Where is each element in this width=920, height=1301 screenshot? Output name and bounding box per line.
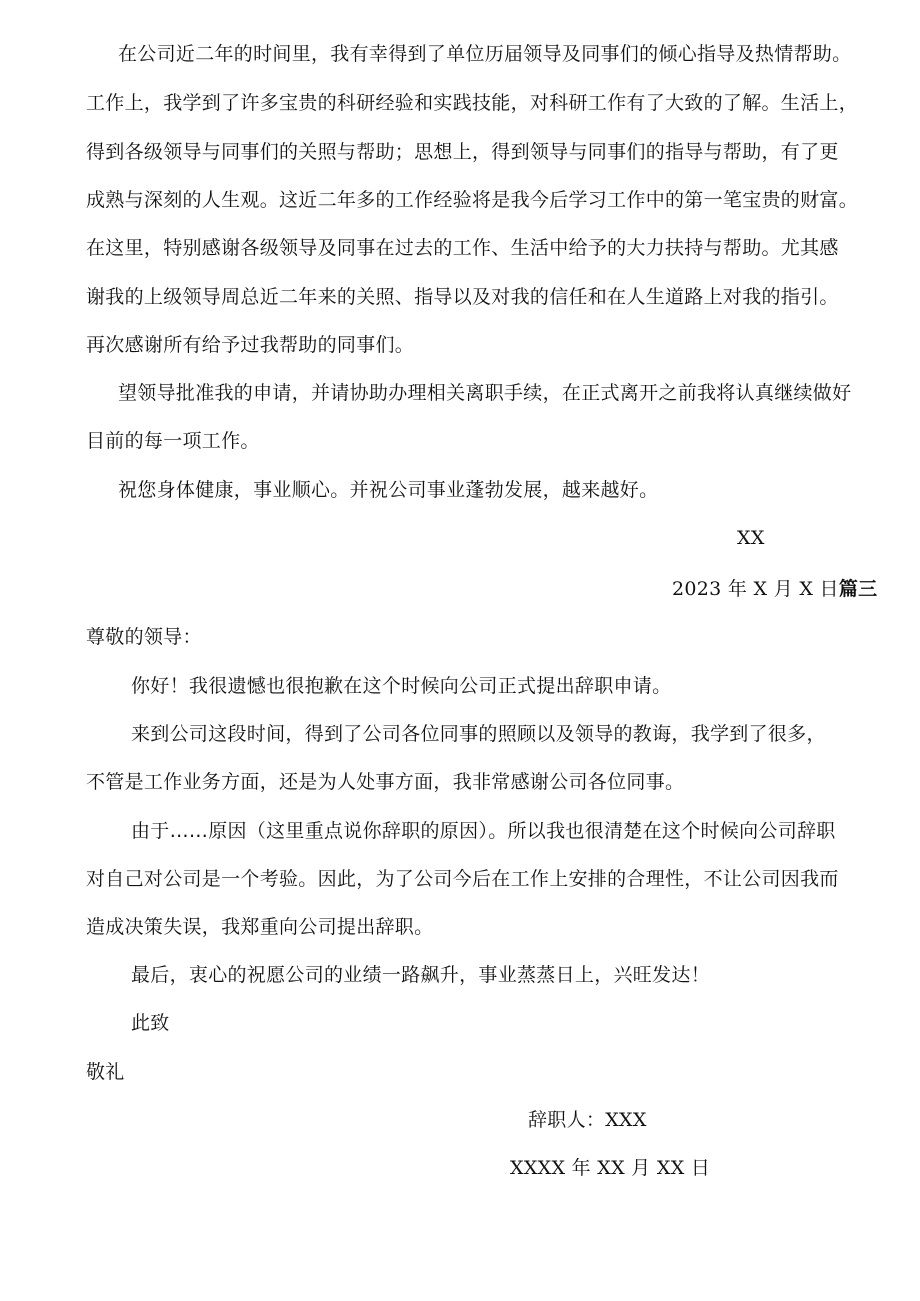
letter-date: 2023 年 X 月 X 日 [672,578,839,600]
greeting: 你好！我很遗憾也很抱歉在这个时候向公司正式提出辞职申请。 [131,675,672,697]
paragraph-line: 由于……原因（这里重点说你辞职的原因）。所以我也很清楚在这个时候向公司辞职 [131,820,836,842]
paragraph-line: 最后，衷心的祝愿公司的业绩一路飙升，事业蒸蒸日上，兴旺发达！ [131,964,711,986]
paragraph-line: 工作上，我学到了许多宝贵的科研经验和实践技能，对科研工作有了大致的了解。生活上， [86,92,859,114]
paragraph-line: 在这里，特别感谢各级领导及同事在过去的工作、生活中给予的大力扶持与帮助。尤其感 [86,237,839,259]
paragraph-line: 来到公司这段时间，得到了公司各位同事的照顾以及领导的教诲，我学到了很多， [131,723,826,745]
paragraph-line: 得到各级领导与同事们的关照与帮助；思想上，得到领导与同事们的指导与帮助，有了更 [86,141,839,163]
closing-line-2: 敬礼 [86,1061,125,1083]
paragraph-line: 目前的每一项工作。 [86,430,260,452]
paragraph-line: 对自己对公司是一个考验。因此，为了公司今后在工作上安排的合理性，不让公司因我而 [86,868,839,890]
paragraph-line: 祝您身体健康，事业顺心。并祝公司事业蓬勃发展，越来越好。 [118,479,659,501]
signature: XX [737,527,765,549]
resigner-name: 辞职人：XXX [528,1109,647,1131]
paragraph-line: 谢我的上级领导周总近二年来的关照、指导以及对我的信任和在人生道路上对我的指引。 [86,286,839,308]
paragraph-line: 再次感谢所有给予过我帮助的同事们。 [86,334,415,356]
section-heading: 篇三 [838,578,878,600]
resign-date: XXXX 年 XX 月 XX 日 [510,1157,711,1179]
paragraph-line: 成熟与深刻的人生观。这近二年多的工作经验将是我今后学习工作中的第一笔宝贵的财富。 [86,189,859,211]
paragraph-line: 在公司近二年的时间里，我有幸得到了单位历届领导及同事们的倾心指导及热情帮助。 [118,43,852,65]
date-line [672,577,877,601]
paragraph-line: 造成决策失误，我郑重向公司提出辞职。 [86,916,434,938]
paragraph-line: 不管是工作业务方面，还是为人处事方面，我非常感谢公司各位同事。 [86,771,685,793]
salutation: 尊敬的领导： [86,626,202,648]
paragraph-line: 望领导批准我的申请，并请协助办理相关离职手续，在正式离开之前我将认真继续做好 [118,382,852,404]
closing-line-1: 此致 [131,1012,170,1034]
